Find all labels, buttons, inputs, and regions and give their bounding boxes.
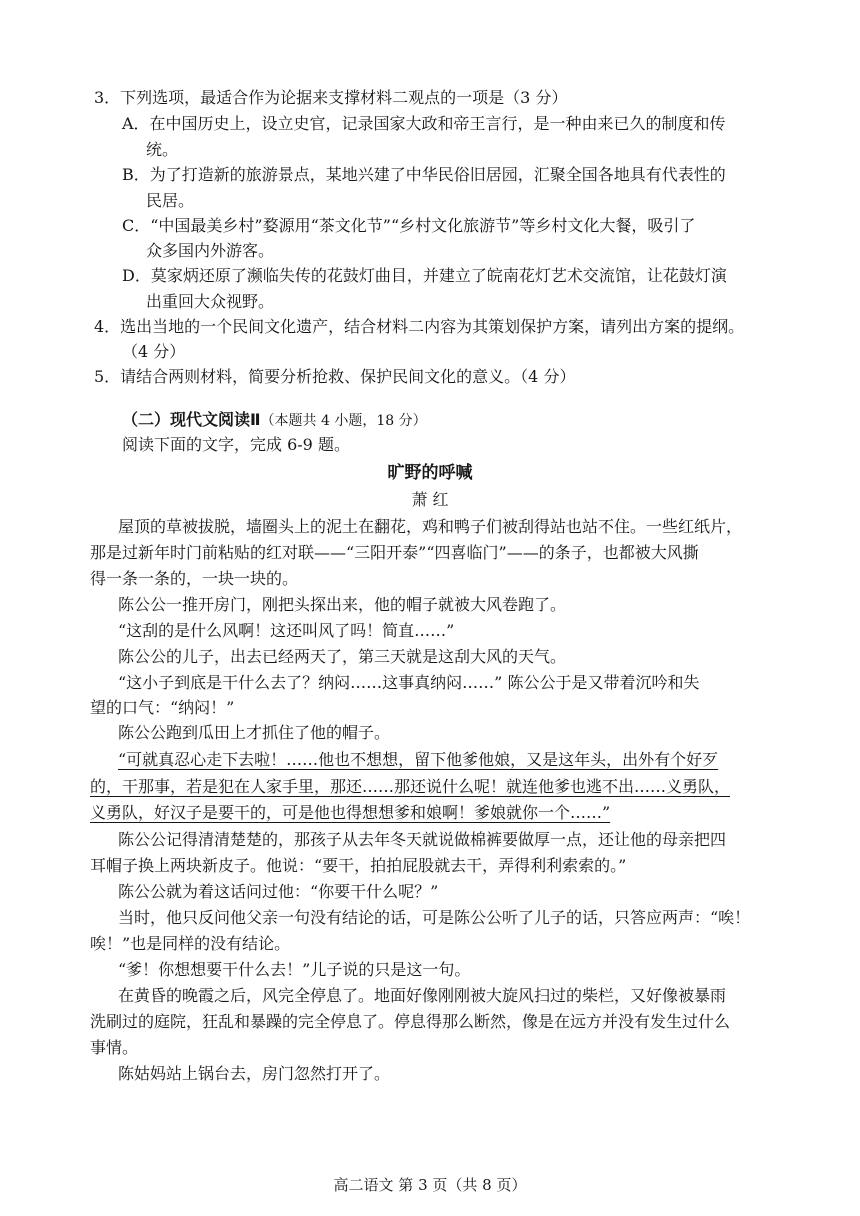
- passage-paragraph: 屋顶的草被拔脱，墙圈头上的泥土在翻花，鸡和鸭子们被刮得站也站不住。一些红纸片，: [118, 517, 743, 536]
- passage-paragraph: 耳帽子换上两块新皮子。他说：“要干，拍拍屁股就去干，弄得利利索索的。”: [90, 856, 627, 875]
- passage-paragraph: “爹！你想想要干什么去！”儿子说的只是这一句。: [118, 960, 471, 979]
- question-5-stem: 5．请结合两则材料，简要分析抢救、保护民间文化的意义。（4 分）: [94, 367, 576, 386]
- underlined-passage-line: 的，干那事，若是犯在人家手里，那还……那还说什么呢！就连他爹也逃不出……义勇队，: [90, 777, 731, 796]
- passage-paragraph: 洗刷过的庭院，狂乱和暴躁的完全停息了。停息得那么断然，像是在远方并没有发生过什么: [90, 1012, 731, 1031]
- passage-paragraph: 陈公公的儿子，出去已经两天了，第三天就是这刮大风的天气。: [118, 647, 567, 666]
- passage-paragraph: “这小子到底是干什么去了？纳闷……这事真纳闷……” 陈公公于是又带着沉吟和失: [118, 673, 700, 692]
- passage-paragraph: “这刮的是什么风啊！这还叫风了吗！简直……”: [118, 621, 455, 640]
- question-3-option-b-cont: 民居。: [146, 191, 195, 210]
- passage-paragraph: 陈公公记得清清楚楚的，那孩子从去年冬天就说做棉裤要做厚一点，还让他的母亲把四: [118, 830, 727, 849]
- question-3-option-d: D．莫家炳还原了濒临失传的花鼓灯曲目，并建立了皖南花灯艺术交流馆，让花鼓灯演: [122, 266, 727, 285]
- page-footer: 高二语文 第 3 页（共 8 页）: [333, 1176, 527, 1194]
- section-meta: （本题共 4 小题，18 分）: [260, 413, 427, 429]
- question-4-stem: 4．选出当地的一个民间文化遗产，结合材料二内容为其策划保护方案，请列出方案的提纲。: [94, 317, 745, 336]
- passage-paragraph: 事情。: [90, 1038, 139, 1057]
- question-3-option-c: C．“中国最美乡村”婺源用“茶文化节”“乡村文化旅游节”等乡村文化大餐，吸引了: [122, 216, 696, 235]
- section-heading: （二）现代文阅读Ⅱ: [122, 410, 261, 429]
- underlined-passage-line: “可就真忍心走下去啦！……他也不想想，留下他爹他娘，又是这年头，出外有个好歹: [118, 750, 719, 769]
- passage-paragraph: 陈公公一推开房门，刚把头探出来，他的帽子就被大风卷跑了。: [118, 595, 567, 614]
- underlined-passage-line: 义勇队，好汉子是要干的，可是他也得想想爹和娘啊！爹娘就你一个……”: [90, 803, 611, 822]
- passage-paragraph: 唉！”也是同样的没有结论。: [90, 934, 291, 953]
- passage-paragraph: 在黄昏的晚霞之后，风完全停息了。地面好像刚刚被大旋风扫过的柴栏，又好像被暴雨: [118, 986, 727, 1005]
- question-4-score: （4 分）: [122, 342, 186, 361]
- passage-paragraph: 当时，他只反问他父亲一句没有结论的话，可是陈公公听了儿子的话，只答应两声：“唉！: [118, 908, 751, 927]
- passage-paragraph: 陈姑妈站上锅台去，房门忽然打开了。: [118, 1064, 391, 1083]
- question-3-option-d-cont: 出重回大众视野。: [146, 292, 275, 311]
- passage-paragraph: 得一条一条的，一块一块的。: [90, 569, 299, 588]
- passage-paragraph: 陈公公跑到瓜田上才抓住了他的帽子。: [118, 723, 391, 742]
- passage-author: 萧 红: [411, 490, 449, 509]
- question-3-stem: 3．下列选项，最适合作为论据来支撑材料二观点的一项是（3 分）: [94, 88, 568, 107]
- passage-paragraph: 那是过新年时门前粘贴的红对联——“三阳开泰”“四喜临门”——的条子，也都被大风撕: [90, 543, 699, 562]
- question-3-option-b: B．为了打造新的旅游景点，某地兴建了中华民俗旧居园，汇聚全国各地具有代表性的: [122, 165, 726, 184]
- section-heading-line: [122, 410, 427, 431]
- reading-instruction: 阅读下面的文字，完成 6-9 题。: [122, 435, 350, 454]
- passage-paragraph: 陈公公就为着这话问过他：“你要干什么呢？”: [118, 882, 439, 901]
- question-3-option-c-cont: 众多国内外游客。: [146, 241, 275, 260]
- question-3-option-a: A．在中国历史上，设立史官，记录国家大政和帝王言行，是一种由来已久的制度和传: [122, 114, 726, 133]
- question-3-option-a-cont: 统。: [146, 140, 179, 159]
- passage-title: 旷野的呼喊: [387, 463, 473, 483]
- passage-paragraph: 望的口气：“纳闷！”: [90, 698, 235, 717]
